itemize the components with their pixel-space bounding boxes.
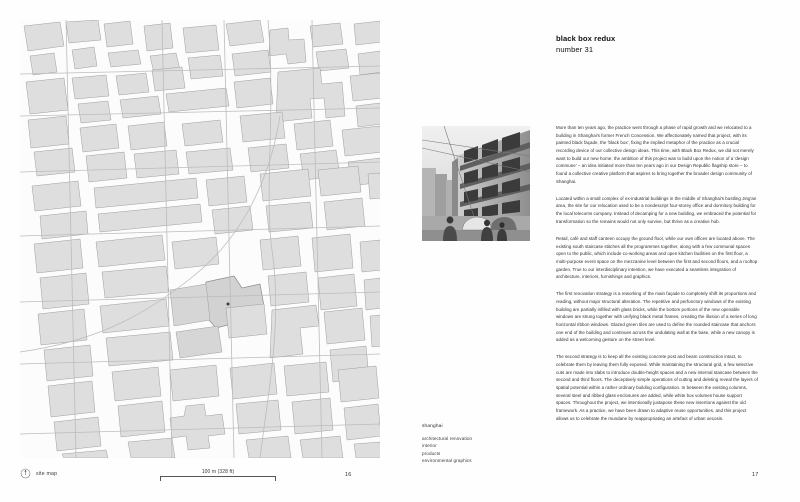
page-number-right: 17: [752, 472, 759, 478]
service-item: interior: [422, 443, 437, 449]
project-number-text: number 31: [556, 44, 594, 54]
project-services: [422, 435, 542, 465]
body-paragraph: More than ten years ago, the practice went through a phase of rapid growth and we relocated to a building in Shanghai's former French Concession. We affectionately named that project, with its painted black façade, the 'black box', fixing the implied metaphor of the practice as a crucial recording device of our collective design ideas. This time, with Black Box Redux, we did not merely want to build our new home: the ambition of this project was to build upon the notion of a 'design commune' – an idea initiated more than ten years ago in our Design Republic flagship store – to found a collective creative platform that aspires to bring together the broader design community of Shanghai.: [556, 125, 754, 184]
site-location-marker: [227, 303, 230, 306]
project-metadata: [422, 424, 542, 465]
body-paragraph: The first renovation strategy is a reworking of the main façade to completely shift its proportions and reading, without major structural alteration. The repetitive and perfunctory windows of the existing building are partially infilled with glass bricks, while the bottom portions of the new openable windows are strung together with unifying black metal frames, creating the illusion of a series of long horizontal ribbon windows. Glazed green tiles are used to define the rounded staircase that anchors one end of the building and continues across the undulating wall at the base, while a new canopy is added as a welcoming gesture on the street level.: [556, 291, 757, 343]
body-paragraph: Located within a small complex of ex-industrial buildings in the middle of Shanghai's bustling Jing'an area, the site for our relocation used to be a nondescript four-storey office and dormitory building for the local telecoms company. Instead of decamping for a new building, we embraced the potential for transformation so the remains would not only survive, but thrive as a creative hub.: [556, 195, 757, 224]
body-paragraph: The second strategy is to keep all the existing concrete post and beam construction intact, to celebrate them by leaving them fully exposed. While maintaining the structural grid, a few selective cuts are made into slabs to introduce double-height spaces and a new internal staircase between the second and third floors. The deceptively simple operations of cutting and deleting reveal the layers of spatial potential within a rather ordinary building configuration. In between the existing columns, several steel and ribbed glass enclosures are added, while white box volumes house support spaces. Throughout the project, we intentionally juxtapose these new insertions against the old framework. As a practice, we have been drawn to adaptive reuse opportunities, and this project allows us to celebrate the mundane by reappropriating an artefact of urban oecosis.: [556, 354, 758, 421]
site-map-drawing: [20, 20, 380, 458]
building-photo-graphic: [422, 126, 530, 241]
site-map-label: site map: [36, 470, 58, 477]
map-caption: [20, 468, 57, 479]
project-photograph: [422, 126, 530, 241]
project-title-text: black box redux: [556, 34, 616, 43]
map-footer: [20, 468, 380, 490]
service-item: environmental graphics: [422, 458, 472, 464]
site-map: [20, 20, 380, 458]
right-page: [400, 0, 800, 502]
north-arrow-icon: [20, 468, 31, 479]
project-body-text: [556, 124, 758, 432]
map-scale-label: 100 m (328 ft): [201, 469, 235, 475]
map-scale-bar: [160, 469, 276, 482]
page-title: [556, 34, 615, 56]
body-paragraph: Retail, café and staff canteen occupy the ground floor, while our own offices are located above. The existing south staircase stitches all the programmes together, along with a few communal spaces open to the public, which include co-working areas and open kitchen facilities on the first floor, a multi-purpose event space on the mezzanine level between the first and second floors, and a rooftop garden. True to our interdisciplinary intention, we have executed a seamless integration of architecture, interiors, furnishings and graphics.: [556, 235, 758, 280]
service-item: architectural renovation: [422, 436, 473, 441]
scale-bar-rule: [160, 476, 276, 482]
project-city: shanghai: [422, 424, 443, 429]
page-number-left: 16: [345, 472, 352, 478]
service-item: products: [422, 450, 441, 456]
